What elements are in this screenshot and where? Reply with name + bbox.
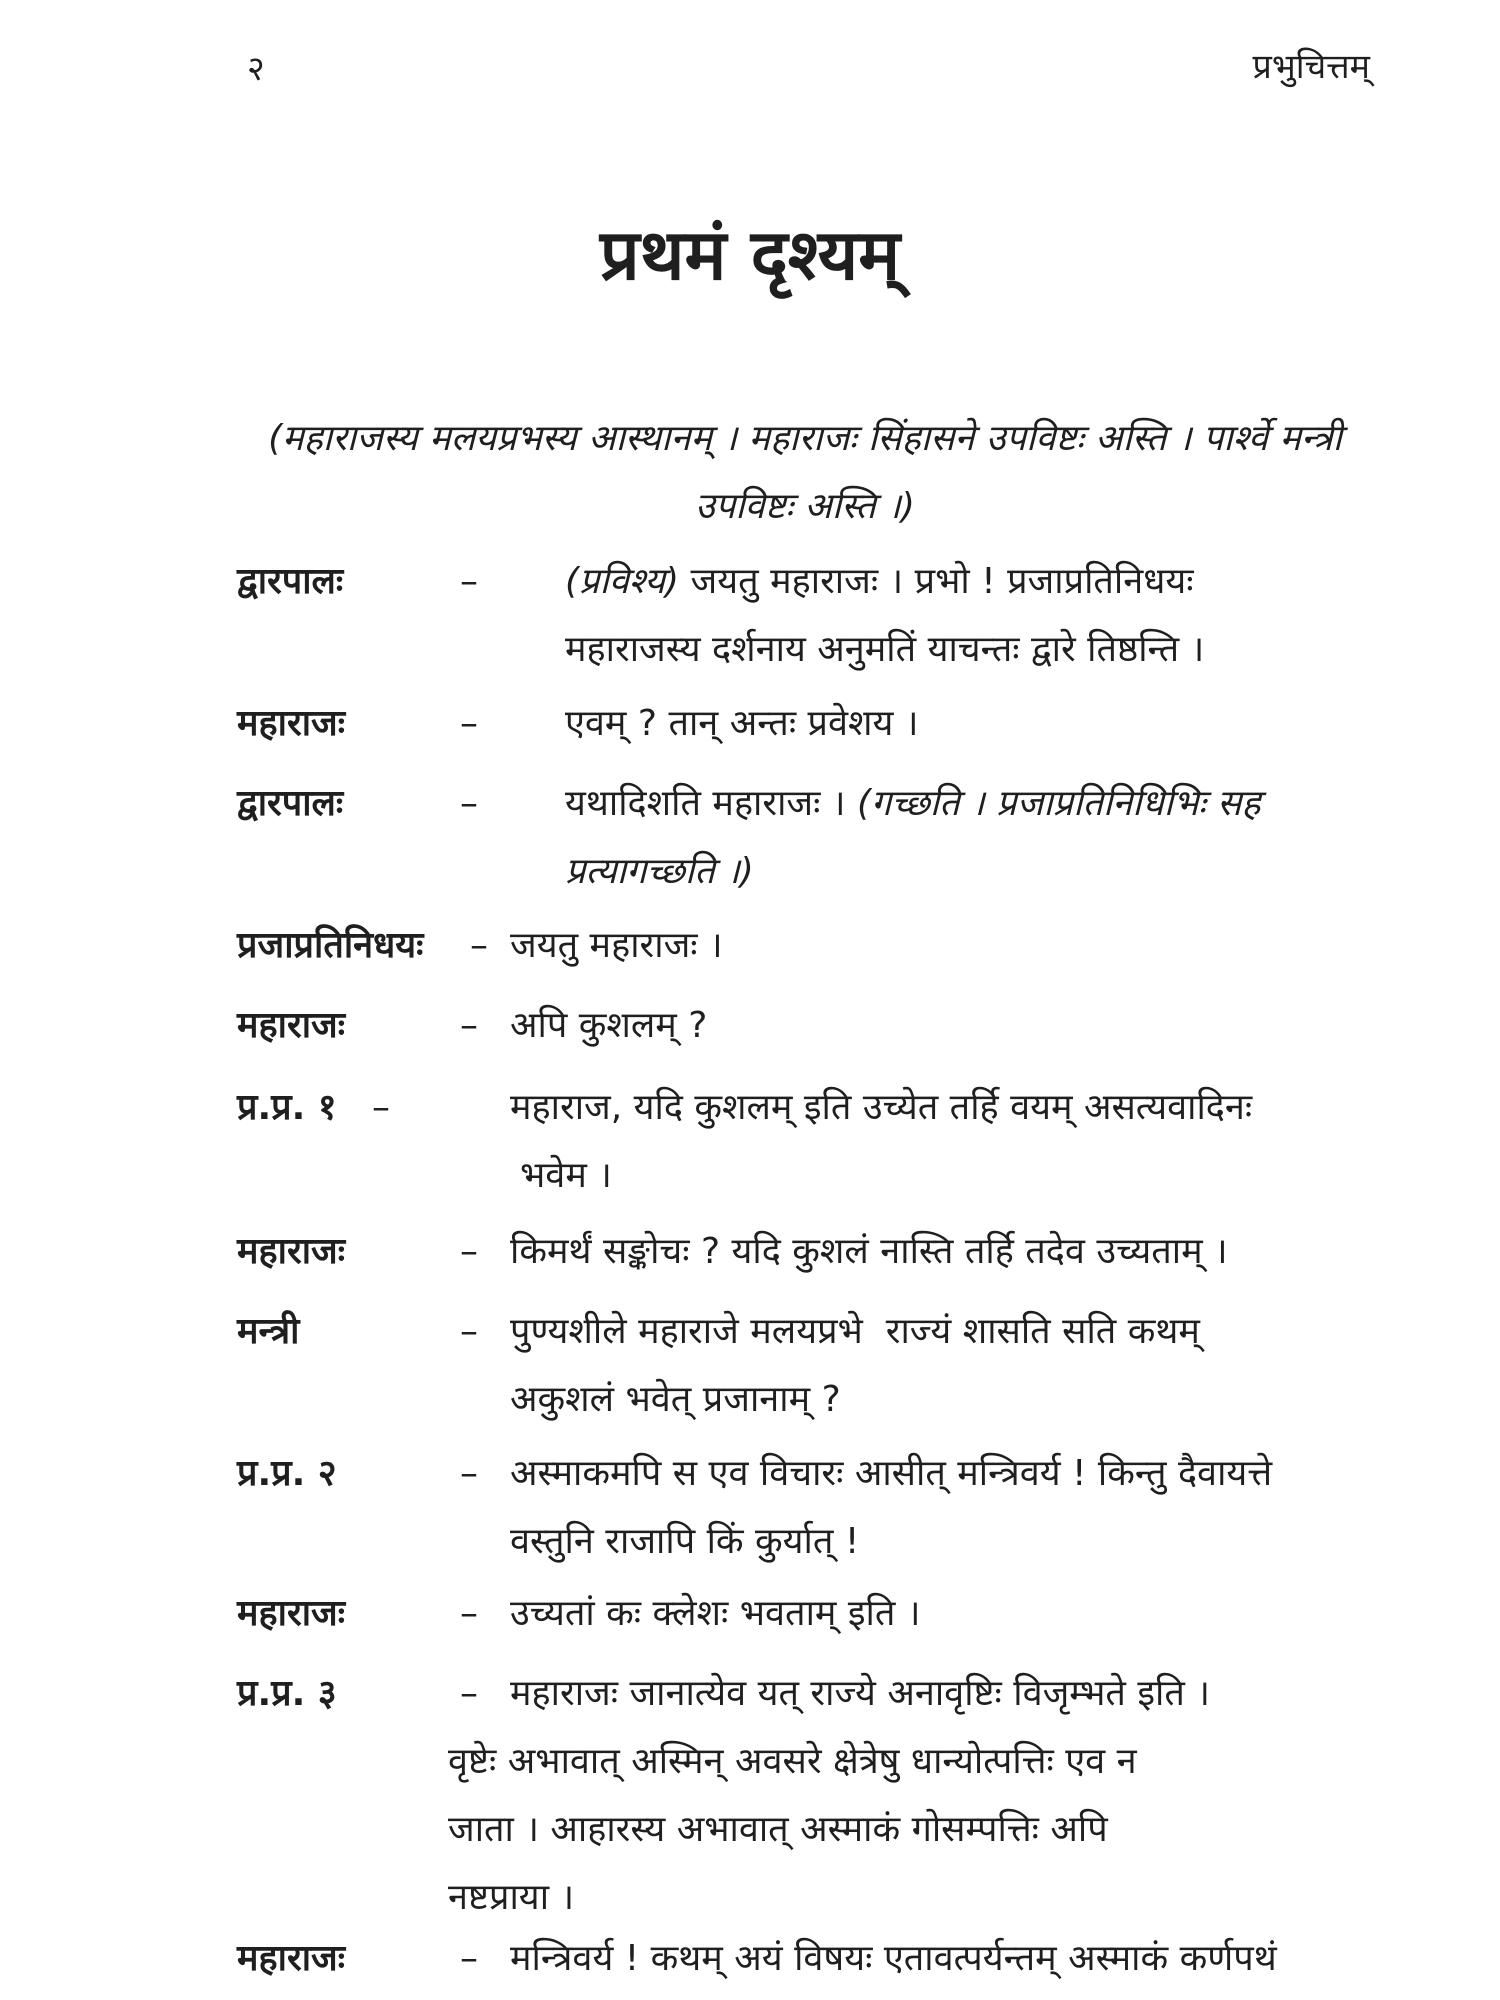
speech-line: अस्माकमपि स एव विचारः आसीत् मन्त्रिवर्य ! किन्तु दैवायत्ते [510,1453,1273,1494]
speaker-name: महाराजः [237,1231,346,1272]
speech-text [565,770,1365,838]
speaker-dash: – [460,1005,478,1046]
speaker-name: प्र.प्र. ३ [237,1673,337,1714]
opening-stage-direction: (महाराजस्य मलयप्रभस्य आस्थानम् । महाराजः सिंहासने उपविष्टः अस्ति । पार्श्वे मन्त्री उपविष्टः अस्ति ।) [268,418,1342,527]
speaker-name: महाराजः [237,1938,346,1979]
inline-stage-direction: (प्रविश्य) [565,561,680,602]
speaker-name: प्र.प्र. १ [237,1087,337,1128]
speech-line: वस्तुनि राजापि किं कुर्यात् ! [510,1521,860,1562]
speaker-dash: – [460,783,478,824]
speech-line: नष्टप्राया । [448,1877,575,1918]
speech-line: पुण्यशीले महाराजे मलयप्रभे राज्यं शासति सति कथम् [510,1311,1200,1352]
speaker-name: महाराजः [237,1005,346,1046]
running-title: प्रभुचित्तम् [1252,47,1370,87]
speaker-name: महाराजः [237,703,346,744]
speaker-dash: – [372,1087,390,1128]
speaker-dash: – [460,1453,478,1494]
speaker-dash: – [460,1593,478,1634]
speaker-name: प्रजाप्रतिनिधयः [237,925,424,966]
inline-stage-direction [565,838,1325,906]
speech-text [565,548,1325,616]
speech-line: भवेम । [520,1155,612,1196]
speech-line: जाता । आहारस्य अभावात् अस्माकं गोसम्पत्तिः अपि [448,1809,1108,1850]
inline-stage-direction: (गच्छति । प्रजाप्रतिनिधिभिः सह [856,783,1261,824]
speech-text: जयतु महाराजः । [510,925,723,966]
speaker-name: महाराजः [237,1593,346,1634]
speech-line: अकुशलं भवेत् प्रजानाम् ? [510,1379,841,1420]
speaker-dash: – [460,1231,478,1272]
speaker-name: द्वारपालः [237,561,344,602]
speech-line: महाराज, यदि कुशलम् इति उच्येत तर्हि वयम् असत्यवादिनः [510,1087,1253,1128]
scene-title: प्रथमं दृश्यम् [599,214,901,296]
speech-line: यथादिशति महाराजः । [565,783,857,824]
speaker-name: प्र.प्र. २ [237,1453,337,1494]
speaker-dash: – [460,703,478,744]
speech-line: महाराजः जानात्येव यत् राज्ये अनावृष्टिः विजृम्भते इति । [510,1673,1210,1714]
speech-text: अपि कुशलम् ? [510,1005,708,1046]
speech-text: किमर्थं सङ्कोचः ? यदि कुशलं नास्ति तर्हि तदेव उच्यताम् । [510,1231,1228,1272]
speech-line: वृष्टेः अभावात् अस्मिन् अवसरे क्षेत्रेषु धान्योत्पत्तिः एव न [448,1741,1137,1782]
speaker-dash: – [460,1311,478,1352]
stage-direction-line: प्रत्यागच्छति ।) [565,851,754,892]
page-number: २ [247,49,265,89]
speech-line: जयतु महाराजः । प्रभो ! प्रजाप्रतिनिधयः [679,561,1194,602]
speaker-name: मन्त्री [237,1311,300,1352]
speech-line: महाराजस्य दर्शनाय अनुमतिं याचन्तः द्वारे तिष्ठन्ति । [565,629,1205,670]
speaker-dash: – [460,561,478,602]
speaker-dash: – [460,1938,478,1979]
speech-text: एवम् ? तान् अन्तः प्रवेशय । [565,703,919,744]
speech-text: उच्यतां कः क्लेशः भवताम् इति । [510,1593,921,1634]
speaker-name: द्वारपालः [237,783,344,824]
speaker-dash: – [470,925,488,966]
speech-text: मन्त्रिवर्य ! कथम् अयं विषयः एतावत्पर्यन्तम् अस्माकं कर्णपथं [510,1938,1277,1979]
speaker-dash: – [460,1673,478,1714]
